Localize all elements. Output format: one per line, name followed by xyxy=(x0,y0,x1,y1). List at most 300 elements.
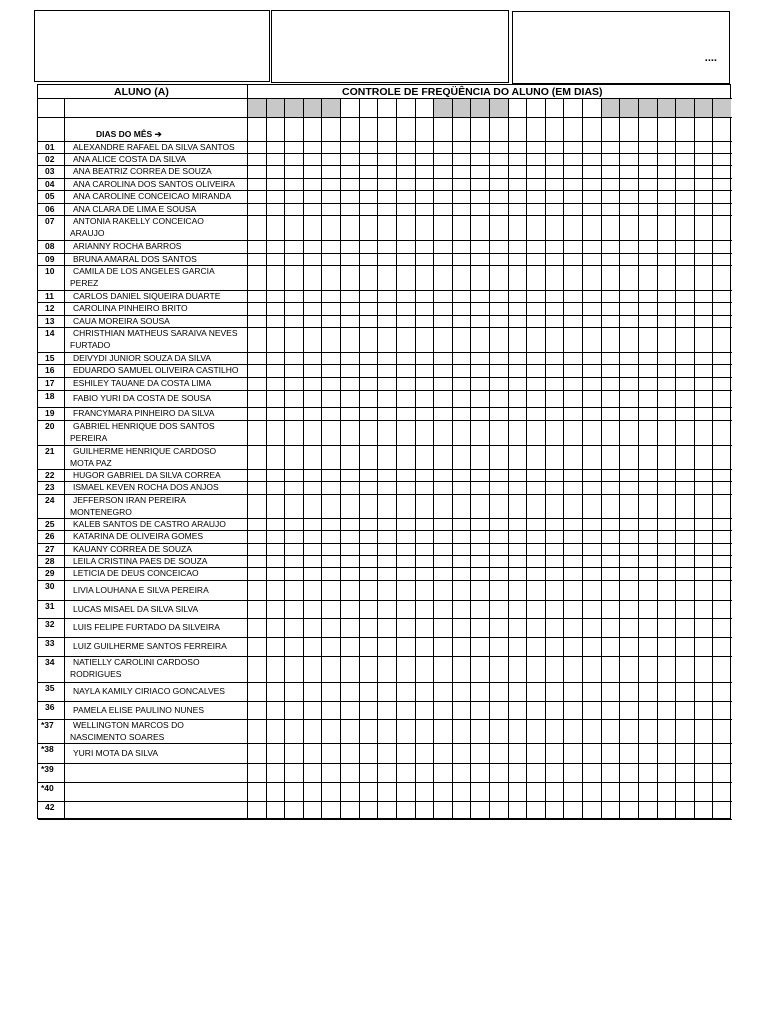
attendance-cell[interactable] xyxy=(416,531,433,543)
attendance-cell[interactable] xyxy=(639,519,657,530)
attendance-cell[interactable] xyxy=(509,683,526,701)
attendance-cell[interactable] xyxy=(546,556,563,567)
attendance-cell[interactable] xyxy=(713,802,731,819)
attendance-cell[interactable] xyxy=(583,531,601,543)
attendance-cell[interactable] xyxy=(620,241,638,253)
attendance-cell[interactable] xyxy=(583,216,601,240)
attendance-cell[interactable] xyxy=(620,166,638,178)
attendance-cell[interactable] xyxy=(602,254,619,265)
attendance-cell[interactable] xyxy=(490,702,508,719)
attendance-cell[interactable] xyxy=(378,783,396,801)
attendance-cell[interactable] xyxy=(322,556,340,567)
attendance-cell[interactable] xyxy=(527,421,545,445)
attendance-cell[interactable] xyxy=(695,683,712,701)
attendance-cell[interactable] xyxy=(360,254,377,265)
attendance-cell[interactable] xyxy=(713,764,731,782)
attendance-cell[interactable] xyxy=(267,601,284,618)
attendance-cell[interactable] xyxy=(285,353,303,364)
attendance-cell[interactable] xyxy=(583,154,601,165)
attendance-cell[interactable] xyxy=(434,581,452,600)
attendance-cell[interactable] xyxy=(695,142,712,153)
attendance-cell[interactable] xyxy=(658,638,675,656)
attendance-cell[interactable] xyxy=(527,316,545,327)
attendance-cell[interactable] xyxy=(676,142,694,153)
attendance-cell[interactable] xyxy=(583,266,601,290)
attendance-cell[interactable] xyxy=(397,619,415,637)
attendance-cell[interactable] xyxy=(564,720,582,743)
attendance-cell[interactable] xyxy=(471,802,489,819)
attendance-cell[interactable] xyxy=(304,482,321,494)
attendance-cell[interactable] xyxy=(695,568,712,580)
attendance-cell[interactable] xyxy=(397,204,415,215)
attendance-cell[interactable] xyxy=(471,601,489,618)
attendance-cell[interactable] xyxy=(416,328,433,352)
attendance-cell[interactable] xyxy=(546,568,563,580)
attendance-cell[interactable] xyxy=(434,482,452,494)
attendance-cell[interactable] xyxy=(695,365,712,377)
attendance-cell[interactable] xyxy=(713,142,731,153)
attendance-cell[interactable] xyxy=(285,365,303,377)
attendance-cell[interactable] xyxy=(509,764,526,782)
attendance-cell[interactable] xyxy=(285,142,303,153)
attendance-cell[interactable] xyxy=(471,391,489,407)
attendance-cell[interactable] xyxy=(434,353,452,364)
attendance-cell[interactable] xyxy=(416,241,433,253)
attendance-cell[interactable] xyxy=(527,619,545,637)
attendance-cell[interactable] xyxy=(285,303,303,315)
attendance-cell[interactable] xyxy=(695,391,712,407)
attendance-cell[interactable] xyxy=(360,638,377,656)
attendance-cell[interactable] xyxy=(360,720,377,743)
attendance-cell[interactable] xyxy=(341,619,359,637)
attendance-cell[interactable] xyxy=(564,601,582,618)
attendance-cell[interactable] xyxy=(509,365,526,377)
attendance-cell[interactable] xyxy=(453,266,470,290)
attendance-cell[interactable] xyxy=(509,581,526,600)
attendance-cell[interactable] xyxy=(360,702,377,719)
attendance-cell[interactable] xyxy=(676,365,694,377)
attendance-cell[interactable] xyxy=(304,702,321,719)
attendance-cell[interactable] xyxy=(546,291,563,302)
attendance-cell[interactable] xyxy=(602,421,619,445)
attendance-cell[interactable] xyxy=(304,365,321,377)
attendance-cell[interactable] xyxy=(471,204,489,215)
attendance-cell[interactable] xyxy=(285,154,303,165)
attendance-cell[interactable] xyxy=(341,179,359,190)
attendance-cell[interactable] xyxy=(360,683,377,701)
attendance-cell[interactable] xyxy=(304,303,321,315)
attendance-cell[interactable] xyxy=(713,482,731,494)
attendance-cell[interactable] xyxy=(658,581,675,600)
attendance-cell[interactable] xyxy=(713,291,731,302)
attendance-cell[interactable] xyxy=(341,568,359,580)
attendance-cell[interactable] xyxy=(527,744,545,763)
attendance-cell[interactable] xyxy=(397,556,415,567)
attendance-cell[interactable] xyxy=(620,702,638,719)
attendance-cell[interactable] xyxy=(360,154,377,165)
attendance-cell[interactable] xyxy=(453,470,470,481)
attendance-cell[interactable] xyxy=(658,764,675,782)
attendance-cell[interactable] xyxy=(713,446,731,469)
attendance-cell[interactable] xyxy=(248,421,266,445)
attendance-cell[interactable] xyxy=(695,764,712,782)
attendance-cell[interactable] xyxy=(564,783,582,801)
attendance-cell[interactable] xyxy=(397,378,415,390)
attendance-cell[interactable] xyxy=(546,544,563,555)
attendance-cell[interactable] xyxy=(322,482,340,494)
attendance-cell[interactable] xyxy=(676,353,694,364)
attendance-cell[interactable] xyxy=(416,266,433,290)
attendance-cell[interactable] xyxy=(676,568,694,580)
attendance-cell[interactable] xyxy=(490,266,508,290)
attendance-cell[interactable] xyxy=(341,802,359,819)
attendance-cell[interactable] xyxy=(267,683,284,701)
attendance-cell[interactable] xyxy=(527,531,545,543)
attendance-cell[interactable] xyxy=(658,391,675,407)
attendance-cell[interactable] xyxy=(602,216,619,240)
attendance-cell[interactable] xyxy=(267,638,284,656)
attendance-cell[interactable] xyxy=(360,495,377,518)
attendance-cell[interactable] xyxy=(341,764,359,782)
attendance-cell[interactable] xyxy=(416,783,433,801)
attendance-cell[interactable] xyxy=(471,581,489,600)
attendance-cell[interactable] xyxy=(453,581,470,600)
attendance-cell[interactable] xyxy=(397,495,415,518)
attendance-cell[interactable] xyxy=(639,802,657,819)
attendance-cell[interactable] xyxy=(602,166,619,178)
attendance-cell[interactable] xyxy=(341,519,359,530)
attendance-cell[interactable] xyxy=(434,470,452,481)
attendance-cell[interactable] xyxy=(471,544,489,555)
attendance-cell[interactable] xyxy=(564,408,582,420)
attendance-cell[interactable] xyxy=(509,470,526,481)
attendance-cell[interactable] xyxy=(564,568,582,580)
attendance-cell[interactable] xyxy=(676,391,694,407)
attendance-cell[interactable] xyxy=(416,254,433,265)
attendance-cell[interactable] xyxy=(378,702,396,719)
attendance-cell[interactable] xyxy=(471,216,489,240)
attendance-cell[interactable] xyxy=(490,581,508,600)
attendance-cell[interactable] xyxy=(583,519,601,530)
attendance-cell[interactable] xyxy=(434,291,452,302)
attendance-cell[interactable] xyxy=(248,391,266,407)
attendance-cell[interactable] xyxy=(416,408,433,420)
attendance-cell[interactable] xyxy=(322,191,340,203)
attendance-cell[interactable] xyxy=(434,720,452,743)
attendance-cell[interactable] xyxy=(602,482,619,494)
attendance-cell[interactable] xyxy=(322,495,340,518)
attendance-cell[interactable] xyxy=(713,720,731,743)
attendance-cell[interactable] xyxy=(341,783,359,801)
attendance-cell[interactable] xyxy=(322,291,340,302)
attendance-cell[interactable] xyxy=(583,142,601,153)
attendance-cell[interactable] xyxy=(546,482,563,494)
attendance-cell[interactable] xyxy=(509,702,526,719)
attendance-cell[interactable] xyxy=(676,241,694,253)
attendance-cell[interactable] xyxy=(267,531,284,543)
attendance-cell[interactable] xyxy=(713,241,731,253)
attendance-cell[interactable] xyxy=(509,408,526,420)
attendance-cell[interactable] xyxy=(453,495,470,518)
attendance-cell[interactable] xyxy=(713,601,731,618)
attendance-cell[interactable] xyxy=(267,408,284,420)
attendance-cell[interactable] xyxy=(602,568,619,580)
attendance-cell[interactable] xyxy=(267,581,284,600)
attendance-cell[interactable] xyxy=(453,638,470,656)
attendance-cell[interactable] xyxy=(546,204,563,215)
attendance-cell[interactable] xyxy=(546,744,563,763)
attendance-cell[interactable] xyxy=(378,328,396,352)
attendance-cell[interactable] xyxy=(360,601,377,618)
attendance-cell[interactable] xyxy=(620,619,638,637)
attendance-cell[interactable] xyxy=(546,303,563,315)
attendance-cell[interactable] xyxy=(546,254,563,265)
attendance-cell[interactable] xyxy=(509,568,526,580)
attendance-cell[interactable] xyxy=(620,683,638,701)
attendance-cell[interactable] xyxy=(695,421,712,445)
attendance-cell[interactable] xyxy=(658,601,675,618)
attendance-cell[interactable] xyxy=(620,353,638,364)
attendance-cell[interactable] xyxy=(360,568,377,580)
attendance-cell[interactable] xyxy=(304,266,321,290)
attendance-cell[interactable] xyxy=(285,544,303,555)
attendance-cell[interactable] xyxy=(564,291,582,302)
attendance-cell[interactable] xyxy=(676,179,694,190)
attendance-cell[interactable] xyxy=(564,702,582,719)
attendance-cell[interactable] xyxy=(378,316,396,327)
attendance-cell[interactable] xyxy=(620,179,638,190)
attendance-cell[interactable] xyxy=(416,581,433,600)
attendance-cell[interactable] xyxy=(639,764,657,782)
attendance-cell[interactable] xyxy=(527,291,545,302)
attendance-cell[interactable] xyxy=(602,744,619,763)
attendance-cell[interactable] xyxy=(397,702,415,719)
attendance-cell[interactable] xyxy=(434,154,452,165)
attendance-cell[interactable] xyxy=(490,720,508,743)
attendance-cell[interactable] xyxy=(713,391,731,407)
attendance-cell[interactable] xyxy=(397,216,415,240)
attendance-cell[interactable] xyxy=(546,470,563,481)
attendance-cell[interactable] xyxy=(695,316,712,327)
attendance-cell[interactable] xyxy=(658,802,675,819)
attendance-cell[interactable] xyxy=(248,531,266,543)
attendance-cell[interactable] xyxy=(695,446,712,469)
attendance-cell[interactable] xyxy=(397,241,415,253)
attendance-cell[interactable] xyxy=(509,166,526,178)
attendance-cell[interactable] xyxy=(378,191,396,203)
attendance-cell[interactable] xyxy=(676,303,694,315)
attendance-cell[interactable] xyxy=(490,556,508,567)
attendance-cell[interactable] xyxy=(695,519,712,530)
attendance-cell[interactable] xyxy=(713,254,731,265)
attendance-cell[interactable] xyxy=(285,408,303,420)
attendance-cell[interactable] xyxy=(248,495,266,518)
attendance-cell[interactable] xyxy=(527,581,545,600)
attendance-cell[interactable] xyxy=(248,720,266,743)
attendance-cell[interactable] xyxy=(695,720,712,743)
attendance-cell[interactable] xyxy=(695,601,712,618)
attendance-cell[interactable] xyxy=(453,683,470,701)
attendance-cell[interactable] xyxy=(267,391,284,407)
attendance-cell[interactable] xyxy=(453,154,470,165)
attendance-cell[interactable] xyxy=(322,470,340,481)
attendance-cell[interactable] xyxy=(453,531,470,543)
attendance-cell[interactable] xyxy=(471,638,489,656)
attendance-cell[interactable] xyxy=(713,783,731,801)
attendance-cell[interactable] xyxy=(341,191,359,203)
attendance-cell[interactable] xyxy=(583,166,601,178)
attendance-cell[interactable] xyxy=(676,619,694,637)
attendance-cell[interactable] xyxy=(658,470,675,481)
attendance-cell[interactable] xyxy=(434,744,452,763)
attendance-cell[interactable] xyxy=(471,764,489,782)
attendance-cell[interactable] xyxy=(713,191,731,203)
attendance-cell[interactable] xyxy=(397,365,415,377)
attendance-cell[interactable] xyxy=(658,191,675,203)
attendance-cell[interactable] xyxy=(564,353,582,364)
attendance-cell[interactable] xyxy=(527,482,545,494)
attendance-cell[interactable] xyxy=(378,365,396,377)
attendance-cell[interactable] xyxy=(341,142,359,153)
attendance-cell[interactable] xyxy=(564,470,582,481)
attendance-cell[interactable] xyxy=(416,216,433,240)
attendance-cell[interactable] xyxy=(360,482,377,494)
attendance-cell[interactable] xyxy=(490,519,508,530)
attendance-cell[interactable] xyxy=(639,638,657,656)
attendance-cell[interactable] xyxy=(285,391,303,407)
attendance-cell[interactable] xyxy=(639,353,657,364)
attendance-cell[interactable] xyxy=(416,683,433,701)
attendance-cell[interactable] xyxy=(322,531,340,543)
attendance-cell[interactable] xyxy=(453,601,470,618)
attendance-cell[interactable] xyxy=(453,391,470,407)
attendance-cell[interactable] xyxy=(602,446,619,469)
attendance-cell[interactable] xyxy=(378,619,396,637)
attendance-cell[interactable] xyxy=(639,241,657,253)
attendance-cell[interactable] xyxy=(248,619,266,637)
attendance-cell[interactable] xyxy=(453,378,470,390)
attendance-cell[interactable] xyxy=(695,328,712,352)
attendance-cell[interactable] xyxy=(267,142,284,153)
attendance-cell[interactable] xyxy=(304,421,321,445)
attendance-cell[interactable] xyxy=(639,702,657,719)
attendance-cell[interactable] xyxy=(620,328,638,352)
attendance-cell[interactable] xyxy=(341,353,359,364)
attendance-cell[interactable] xyxy=(453,328,470,352)
attendance-cell[interactable] xyxy=(378,581,396,600)
attendance-cell[interactable] xyxy=(583,316,601,327)
attendance-cell[interactable] xyxy=(267,720,284,743)
attendance-cell[interactable] xyxy=(434,421,452,445)
attendance-cell[interactable] xyxy=(304,166,321,178)
attendance-cell[interactable] xyxy=(453,744,470,763)
attendance-cell[interactable] xyxy=(713,328,731,352)
attendance-cell[interactable] xyxy=(583,720,601,743)
attendance-cell[interactable] xyxy=(602,638,619,656)
attendance-cell[interactable] xyxy=(434,702,452,719)
attendance-cell[interactable] xyxy=(602,470,619,481)
attendance-cell[interactable] xyxy=(564,531,582,543)
attendance-cell[interactable] xyxy=(583,568,601,580)
attendance-cell[interactable] xyxy=(658,544,675,555)
attendance-cell[interactable] xyxy=(564,619,582,637)
attendance-cell[interactable] xyxy=(713,544,731,555)
attendance-cell[interactable] xyxy=(509,544,526,555)
attendance-cell[interactable] xyxy=(416,657,433,682)
attendance-cell[interactable] xyxy=(583,365,601,377)
attendance-cell[interactable] xyxy=(602,142,619,153)
attendance-cell[interactable] xyxy=(471,421,489,445)
attendance-cell[interactable] xyxy=(416,720,433,743)
attendance-cell[interactable] xyxy=(322,783,340,801)
attendance-cell[interactable] xyxy=(378,657,396,682)
attendance-cell[interactable] xyxy=(360,316,377,327)
attendance-cell[interactable] xyxy=(620,254,638,265)
attendance-cell[interactable] xyxy=(416,303,433,315)
attendance-cell[interactable] xyxy=(713,683,731,701)
attendance-cell[interactable] xyxy=(509,142,526,153)
attendance-cell[interactable] xyxy=(658,303,675,315)
attendance-cell[interactable] xyxy=(564,519,582,530)
attendance-cell[interactable] xyxy=(695,216,712,240)
attendance-cell[interactable] xyxy=(453,303,470,315)
attendance-cell[interactable] xyxy=(360,378,377,390)
attendance-cell[interactable] xyxy=(471,446,489,469)
attendance-cell[interactable] xyxy=(564,495,582,518)
attendance-cell[interactable] xyxy=(620,446,638,469)
attendance-cell[interactable] xyxy=(267,241,284,253)
attendance-cell[interactable] xyxy=(341,166,359,178)
attendance-cell[interactable] xyxy=(602,601,619,618)
attendance-cell[interactable] xyxy=(490,303,508,315)
attendance-cell[interactable] xyxy=(434,408,452,420)
attendance-cell[interactable] xyxy=(527,179,545,190)
attendance-cell[interactable] xyxy=(248,204,266,215)
attendance-cell[interactable] xyxy=(583,702,601,719)
attendance-cell[interactable] xyxy=(471,519,489,530)
attendance-cell[interactable] xyxy=(620,303,638,315)
attendance-cell[interactable] xyxy=(676,657,694,682)
attendance-cell[interactable] xyxy=(490,408,508,420)
attendance-cell[interactable] xyxy=(658,556,675,567)
attendance-cell[interactable] xyxy=(304,391,321,407)
attendance-cell[interactable] xyxy=(267,568,284,580)
attendance-cell[interactable] xyxy=(267,764,284,782)
attendance-cell[interactable] xyxy=(248,657,266,682)
attendance-cell[interactable] xyxy=(713,353,731,364)
attendance-cell[interactable] xyxy=(267,154,284,165)
attendance-cell[interactable] xyxy=(620,638,638,656)
attendance-cell[interactable] xyxy=(322,254,340,265)
attendance-cell[interactable] xyxy=(285,702,303,719)
attendance-cell[interactable] xyxy=(267,365,284,377)
attendance-cell[interactable] xyxy=(434,142,452,153)
attendance-cell[interactable] xyxy=(285,495,303,518)
attendance-cell[interactable] xyxy=(713,702,731,719)
attendance-cell[interactable] xyxy=(322,568,340,580)
attendance-cell[interactable] xyxy=(658,519,675,530)
attendance-cell[interactable] xyxy=(695,154,712,165)
attendance-cell[interactable] xyxy=(639,254,657,265)
attendance-cell[interactable] xyxy=(416,353,433,364)
attendance-cell[interactable] xyxy=(285,421,303,445)
attendance-cell[interactable] xyxy=(527,764,545,782)
attendance-cell[interactable] xyxy=(453,556,470,567)
attendance-cell[interactable] xyxy=(527,391,545,407)
attendance-cell[interactable] xyxy=(378,544,396,555)
attendance-cell[interactable] xyxy=(453,544,470,555)
attendance-cell[interactable] xyxy=(248,378,266,390)
